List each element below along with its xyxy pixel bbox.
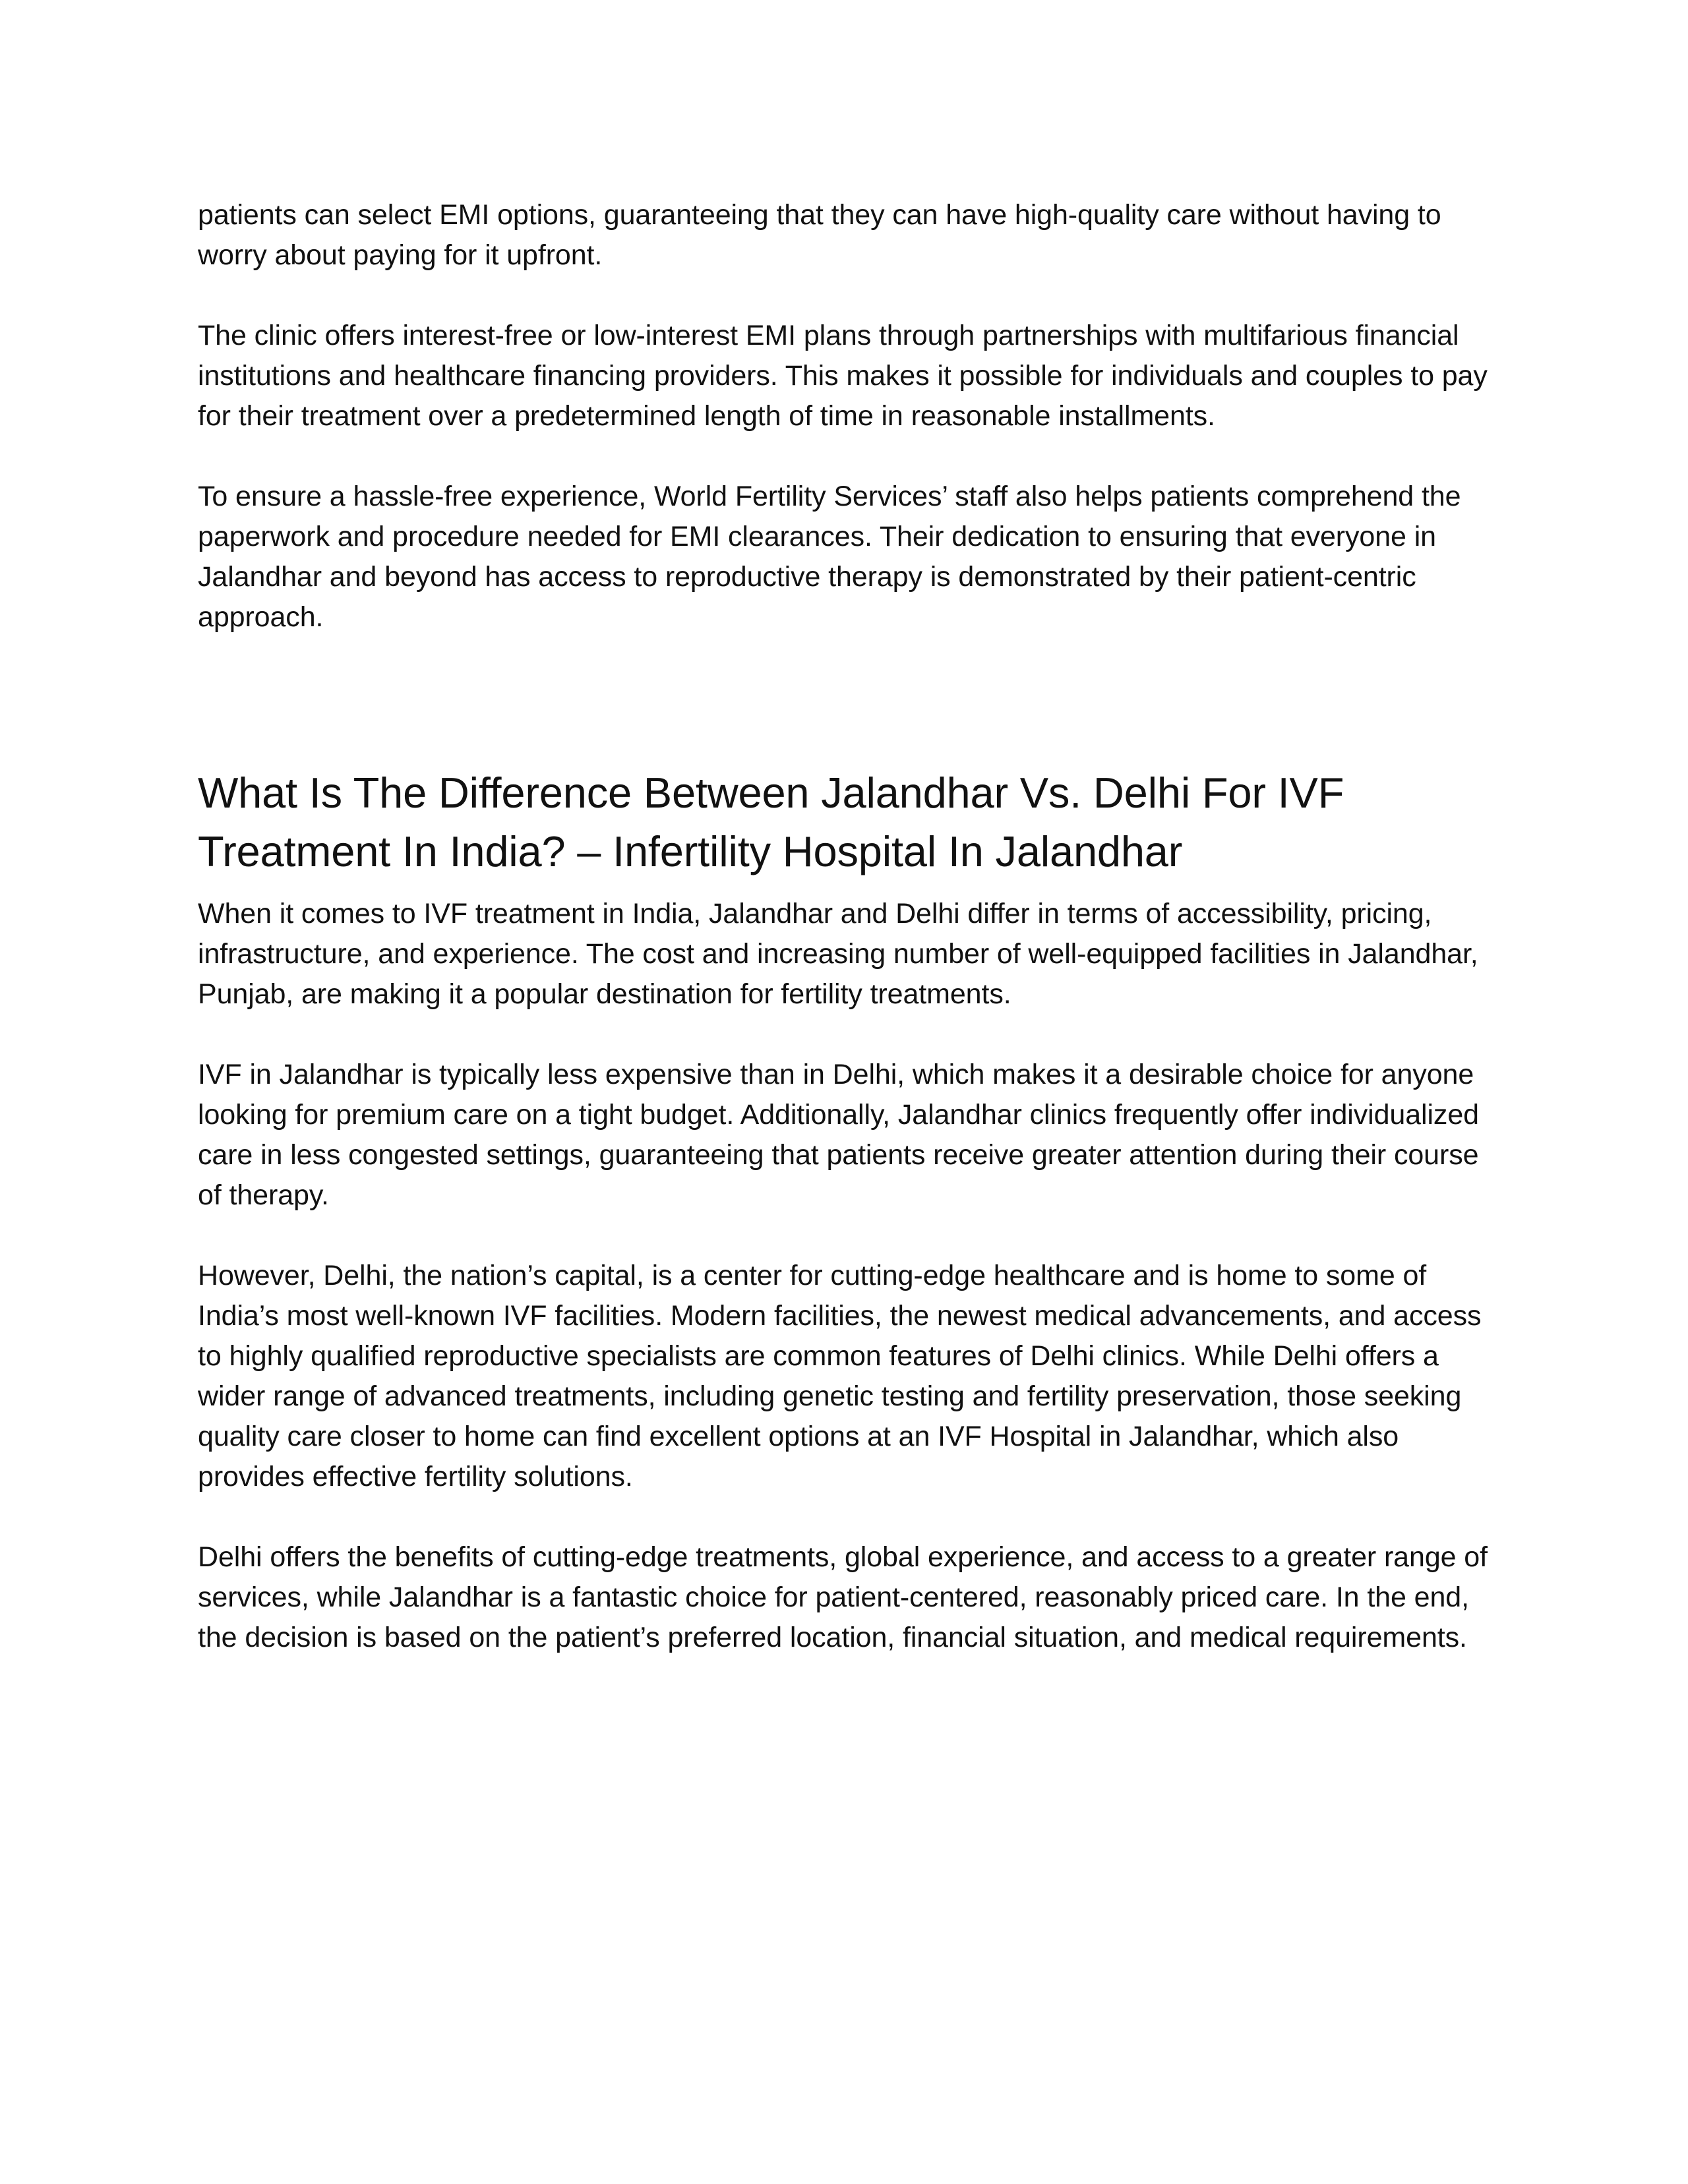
- paragraph-delhi-facilities: However, Delhi, the nation’s capital, is a center for cutting-edge healthcare and is home to some of India’s most well-known IVF facilities. Modern facilities, the newest medical advancements, and access to highly qualified reproductive specialists are common features of Delhi clinics. While Delhi offers a wider range of advanced treatments, including genetic testing and fertility preservation, those seeking quality care closer to home can find excellent options at an IVF Hospital in Jalandhar, which also provides effective fertility solutions.: [198, 1260, 1482, 1492]
- paragraph-hassle-free: To ensure a hassle-free experience, World Fertility Services’ staff also helps patients comprehend the paperwork and procedure needed for EMI clearances. Their dedication to ensuring that everyone in Jalandhar and beyond has access to reproductive therapy is demonstrated by their patient-centric approach.: [198, 481, 1461, 633]
- paragraph-jalandhar-vs-delhi: When it comes to IVF treatment in India, Jalandhar and Delhi differ in terms of accessibility, pricing, infrastructure, and experience. The cost and increasing number of well-equipped facilities in Jalandhar, Punjab, are making it a popular destination for fertility treatments.: [198, 898, 1478, 1010]
- section-spacer: [198, 678, 1503, 763]
- paragraph-emi-options: patients can select EMI options, guaranteeing that they can have high-quality care without having to worry about paying for it upfront.: [198, 199, 1441, 271]
- paragraph-conclusion: Delhi offers the benefits of cutting-edge treatments, global experience, and access to a greater range of services, while Jalandhar is a fantastic choice for patient-centered, reasonably priced care. In the end, the decision is based on the patient’s preferred location, financial situation, and medical requirements.: [198, 1541, 1488, 1653]
- paragraph-emi-plans: The clinic offers interest-free or low-interest EMI plans through partnerships with multifarious financial institutions and healthcare financing providers. This makes it possible for individuals and couples to pay for their treatment over a predetermined length of time in reasonable installments.: [198, 320, 1488, 432]
- paragraph-ivf-cost: IVF in Jalandhar is typically less expensive than in Delhi, which makes it a desirable choice for anyone looking for premium care on a tight budget. Additionally, Jalandhar clinics frequently offer individualized care in less congested settings, guaranteeing that patients receive greater attention during their course of therapy.: [198, 1059, 1479, 1211]
- section-heading: What Is The Difference Between Jalandhar Vs. Delhi For IVF Treatment In India? – Infertility Hospital In Jalandhar: [198, 769, 1344, 875]
- document-page: [198, 195, 1503, 1698]
